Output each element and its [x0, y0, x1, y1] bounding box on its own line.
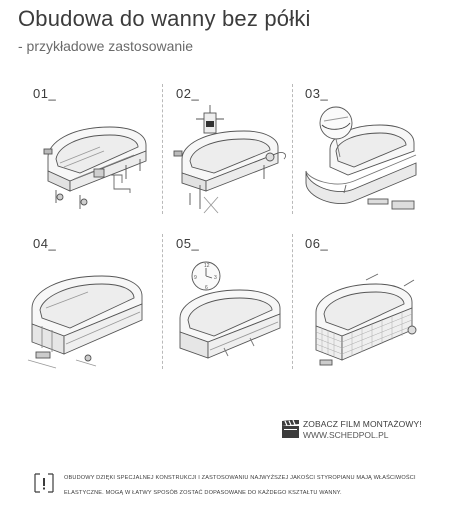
- step-label-06: 06_: [305, 236, 329, 251]
- exclamation-icon: [34, 473, 54, 493]
- svg-text:12: 12: [204, 263, 210, 269]
- column-divider: [162, 234, 163, 369]
- step-label-04: 04_: [33, 236, 57, 251]
- step-label-03: 03_: [305, 86, 329, 101]
- film-url-link[interactable]: WWW.SCHEDPOL.PL: [303, 430, 389, 440]
- step-02-illustration: [166, 105, 291, 215]
- step-03-illustration: [296, 105, 426, 215]
- clapperboard-icon: [282, 420, 299, 438]
- step-05-illustration: [164, 256, 294, 371]
- step-04-illustration: [16, 256, 156, 371]
- page-subtitle: - przykładowe zastosowanie: [18, 38, 194, 54]
- svg-text:3: 3: [214, 275, 217, 281]
- notice-text: OBUDOWY DZIĘKI SPECJALNEJ KONSTRUKCJI I ZASTOSOWANIU NAJWYŻSZEJ JAKOŚCI STYROPIANU MAJĄ WŁAŚCIWOŚCI ELASTYCZNE. MOGĄ W ŁATWY SPOSÓB ZOSTAĆ DOPASOWANE DO KAŻDEGO KSZTAŁTU WANNY.: [64, 475, 416, 496]
- step-label-02: 02_: [176, 86, 200, 101]
- page-title: Obudowa do wanny bez półki: [18, 6, 311, 31]
- step-01-illustration: [30, 105, 155, 215]
- step-label-05: 05_: [176, 236, 200, 251]
- svg-text:9: 9: [194, 275, 197, 281]
- svg-text:6: 6: [205, 285, 208, 291]
- column-divider: [292, 84, 293, 214]
- step-06-illustration: [296, 256, 426, 371]
- column-divider: [162, 84, 163, 214]
- film-label: ZOBACZ FILM MONTAŻOWY!: [303, 419, 422, 429]
- step-label-01: 01_: [33, 86, 57, 101]
